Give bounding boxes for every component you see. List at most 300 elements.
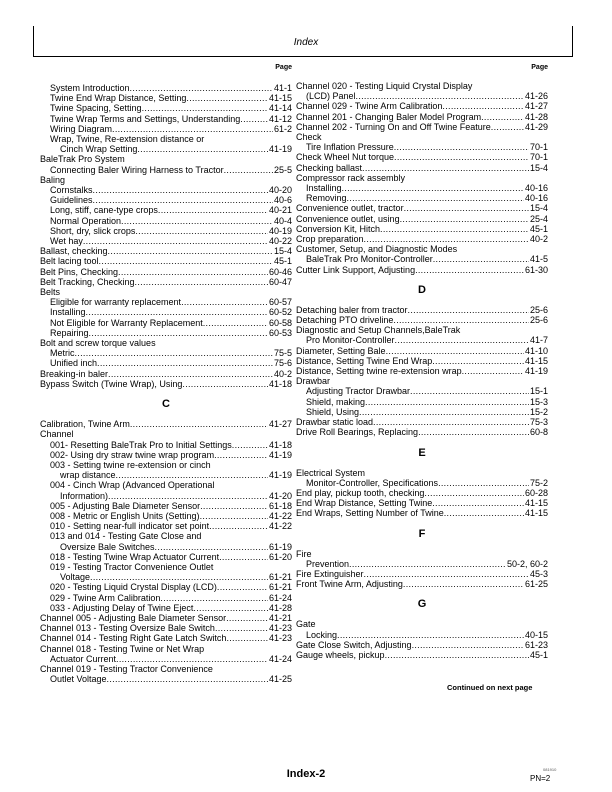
dot-leader: [424, 488, 524, 498]
dot-leader: [373, 417, 529, 427]
entry-page: 41-15: [524, 498, 548, 509]
index-entry: [40, 226, 292, 236]
entry-page: 75-6: [273, 358, 292, 369]
entry-text: Convenience outlet, tractor: [296, 203, 404, 214]
entry-text: Cinch Wrap Setting: [60, 144, 138, 155]
dot-leader: [400, 214, 529, 224]
dot-leader: [395, 335, 529, 345]
entry-page: 40-22: [268, 236, 292, 247]
entry-text: Guidelines: [50, 195, 93, 206]
entry-page: 61-21: [268, 582, 292, 593]
dot-leader: [432, 356, 524, 366]
dot-leader: [160, 593, 268, 603]
dot-leader: [380, 224, 529, 234]
index-entry: [40, 205, 292, 215]
entry-text: Unified inch: [50, 358, 98, 369]
entry-page: 41-12: [268, 113, 292, 124]
index-heading: Channel 019 - Testing Tractor Convenience: [40, 663, 213, 674]
entry-text: 018 - Testing Twine Wrap Actuator Current: [50, 551, 220, 562]
index-entry: [40, 369, 292, 379]
index-entry: [40, 521, 292, 531]
index-heading: 004 - Cinch Wrap (Advanced Operational: [50, 480, 215, 491]
entry-text: Information): [60, 490, 109, 501]
entry-text: System Introduction: [50, 83, 130, 93]
dot-leader: [97, 358, 273, 368]
index-column-left: [40, 63, 292, 684]
index-entry: [296, 427, 548, 437]
dot-leader: [359, 407, 529, 417]
dot-leader: [356, 91, 524, 101]
entry-page: 40-19: [268, 225, 292, 236]
index-entry: [296, 346, 548, 356]
index-entry: [296, 630, 548, 640]
dot-leader: [438, 478, 529, 488]
entry-text: 001- Resetting BaleTrak Pro to Initial Settings: [50, 439, 232, 450]
entry-page: 41-21: [268, 612, 292, 623]
entry-text: Repairing: [50, 327, 89, 338]
entry-page: 41-5: [529, 254, 548, 265]
dot-leader: [130, 419, 268, 429]
index-entry: [40, 256, 292, 266]
index-entry: [40, 144, 292, 154]
entry-text: Shield, making: [306, 396, 366, 407]
index-entry: [40, 124, 292, 134]
index-entry: [296, 397, 548, 407]
entry-page: 41-26: [524, 91, 548, 102]
dot-leader: [203, 318, 268, 328]
index-heading: Drawbar: [296, 376, 331, 387]
index-entry: [40, 195, 292, 205]
entry-text: Wet hay: [50, 236, 83, 247]
entry-text: Outlet Voltage: [50, 674, 107, 685]
index-heading: Channel: [40, 429, 74, 440]
entry-page: 40-6: [273, 195, 292, 206]
entry-text: Oversize Bale Switches: [60, 541, 155, 552]
entry-text: Breaking-in baler: [40, 368, 109, 379]
entry-text: End Wraps, Setting Number of Twine: [296, 508, 444, 519]
entry-page: 41-18: [268, 378, 292, 389]
index-entry: [296, 640, 548, 650]
dot-leader: [349, 559, 506, 569]
index-entry: [40, 491, 292, 501]
dot-leader: [393, 315, 529, 325]
index-entry: [40, 470, 292, 480]
dot-leader: [121, 216, 273, 226]
entry-text: Gate Close Switch, Adjusting: [296, 639, 412, 650]
dot-leader: [130, 83, 273, 93]
entry-text: Tire Inflation Pressure: [306, 142, 394, 153]
index-entry: [296, 152, 548, 162]
index-entry: [40, 572, 292, 582]
entry-text: Channel 202 - Turning On and Off Twine Feature: [296, 121, 491, 132]
index-entry: [296, 305, 548, 315]
dot-leader: [209, 521, 268, 531]
entry-page: 61-2: [273, 123, 292, 134]
entry-page: 41-23: [268, 623, 292, 634]
entry-text: Gauge wheels, pickup: [296, 649, 385, 660]
dot-leader: [342, 183, 524, 193]
entry-page: 61-30: [524, 264, 548, 275]
entry-page: 60-8: [529, 427, 548, 438]
entry-text: Channel 029 - Twine Arm Calibration: [296, 101, 443, 112]
entry-text: Actuator Current: [50, 653, 117, 664]
index-entry: [40, 511, 292, 521]
entry-text: Prevention: [306, 558, 350, 569]
dot-leader: [99, 256, 273, 266]
dot-leader: [394, 152, 529, 162]
dot-leader: [432, 498, 524, 508]
dot-leader: [158, 205, 268, 215]
entry-page: 41-10: [524, 345, 548, 356]
dot-leader: [86, 307, 268, 317]
entry-page: 45-3: [529, 568, 548, 579]
entry-text: Diameter, Setting Bale: [296, 345, 386, 356]
dot-leader: [442, 101, 524, 111]
index-entry: [296, 315, 548, 325]
entry-page: 40-16: [524, 183, 548, 194]
entry-text: Installing: [50, 307, 86, 318]
dot-leader: [408, 305, 529, 315]
entry-text: Belt Pins, Checking: [40, 266, 119, 277]
entry-text: End play, pickup tooth, checking: [296, 487, 425, 498]
entry-page: 61-25: [524, 579, 548, 590]
entry-page: 61-23: [524, 639, 548, 650]
entry-page: 45-1: [529, 223, 548, 234]
index-entry: [296, 366, 548, 376]
entry-text: Belt Tracking, Checking: [40, 276, 135, 287]
dot-leader: [112, 124, 273, 134]
entry-page: 70-1: [529, 142, 548, 153]
entry-page: 41-29: [524, 121, 548, 132]
entry-page: 41-18: [268, 439, 292, 450]
entry-text: (LCD) Panel: [306, 91, 356, 102]
dot-leader: [215, 623, 268, 633]
index-entry: [296, 650, 548, 660]
entry-page: 40-4: [273, 215, 292, 226]
dot-leader: [108, 369, 273, 379]
index-entry: [40, 674, 292, 684]
entry-text: Distance, Setting Twine End Wrap: [296, 355, 433, 366]
entry-page: 41-23: [268, 633, 292, 644]
index-entry: [40, 440, 292, 450]
index-heading: Check: [296, 132, 322, 143]
section-letter: F: [418, 527, 426, 540]
dot-leader: [394, 142, 529, 152]
entry-text: Eligible for warranty replacement: [50, 297, 182, 308]
index-heading: 003 - Setting twine re-extension or cinch: [50, 459, 211, 470]
entry-text: 002- Using dry straw twine wrap program: [50, 449, 215, 460]
footer-code: 081910: [543, 767, 557, 772]
entry-page: 41-24: [268, 653, 292, 664]
footer-pn: PN=2: [530, 774, 551, 783]
index-heading: Channel 018 - Testing Twine or Net Wrap: [40, 643, 205, 654]
entry-page: 75-5: [273, 348, 292, 359]
dot-leader: [108, 246, 273, 256]
entry-text: BaleTrak Pro Monitor-Controller: [306, 254, 433, 265]
index-heading: Fire: [296, 548, 312, 559]
entry-page: 41-22: [268, 510, 292, 521]
index-entry: [40, 358, 292, 368]
index-entry: [40, 185, 292, 195]
dot-leader: [226, 613, 268, 623]
entry-text: Twine Wrap Terms and Settings, Understanding: [50, 113, 241, 124]
index-entry: [296, 224, 548, 234]
entry-page: 61-21: [268, 572, 292, 583]
entry-page: 41-15: [524, 355, 548, 366]
entry-page: 40-15: [524, 629, 548, 640]
index-heading: Wrap, Twine, Re-extension distance or: [50, 134, 205, 145]
entry-page: 50-2, 60-2: [506, 558, 548, 569]
index-heading: 013 and 014 - Testing Gate Close and: [50, 531, 202, 542]
section-letter: G: [417, 598, 427, 611]
index-heading: BaleTrak Pro System: [40, 154, 125, 165]
column-page-header: Page: [275, 64, 292, 71]
entry-page: 61-19: [268, 541, 292, 552]
dot-leader: [193, 603, 268, 613]
entry-page: 41-19: [524, 366, 548, 377]
index-entry: [296, 203, 548, 213]
entry-text: Adjusting Tractor Drawbar: [306, 386, 411, 397]
section-letter: E: [418, 446, 426, 459]
entry-page: 41-27: [268, 419, 292, 430]
index-heading: 019 - Testing Tractor Convenience Outlet: [50, 561, 214, 572]
entry-page: 25-6: [529, 304, 548, 315]
dot-leader: [386, 346, 524, 356]
index-entry: [40, 582, 292, 592]
entry-page: 40-2: [273, 368, 292, 379]
entry-text: Long, stiff, cane-type crops: [50, 205, 158, 216]
entry-text: Channel 201 - Changing Baler Model Program: [296, 111, 482, 122]
entry-text: Channel 013 - Testing Oversize Bale Switch: [40, 623, 215, 634]
entry-text: 033 - Adjusting Delay of Twine Eject: [50, 602, 194, 613]
dot-leader: [444, 508, 524, 518]
index-entry: [296, 559, 548, 569]
entry-page: 41-15: [268, 93, 292, 104]
index-entry: [296, 91, 548, 101]
index-heading: Compressor rack assembly: [296, 172, 406, 183]
entry-text: Connecting Baler Wiring Harness to Tractor: [50, 164, 224, 175]
index-entry: [296, 407, 548, 417]
index-entry: [40, 277, 292, 287]
dot-leader: [182, 379, 268, 389]
entry-text: Fire Extinguisher: [296, 568, 364, 579]
index-entry: [40, 450, 292, 460]
dot-leader: [142, 103, 268, 113]
entry-page: 25-5: [273, 164, 292, 175]
entry-page: 40-20: [268, 185, 292, 196]
index-heading: Gate: [296, 619, 316, 630]
dot-leader: [214, 450, 268, 460]
header-rule: [33, 56, 573, 57]
entry-text: Bypass Switch (Twine Wrap), Using: [40, 378, 183, 389]
dot-leader: [155, 542, 268, 552]
dot-leader: [135, 277, 268, 287]
entry-page: 60-28: [524, 487, 548, 498]
entry-text: End Wrap Distance, Setting Twine: [296, 498, 433, 509]
entry-text: Voltage: [60, 572, 91, 583]
entry-page: 41-15: [524, 508, 548, 519]
entry-text: wrap distance: [60, 470, 116, 481]
entry-text: Crop preparation: [296, 234, 364, 245]
index-entry: [40, 267, 292, 277]
index-entry: [296, 335, 548, 345]
dot-leader: [362, 163, 529, 173]
index-entry: [40, 623, 292, 633]
dot-leader: [462, 366, 524, 376]
entry-page: 15-3: [529, 396, 548, 407]
entry-text: 008 - Metric or English Units (Setting): [50, 510, 200, 521]
dot-leader: [412, 640, 524, 650]
index-entry: [40, 542, 292, 552]
index-entry: [296, 112, 548, 122]
index-entry: [40, 307, 292, 317]
entry-page: 60-46: [268, 266, 292, 277]
dot-leader: [118, 267, 268, 277]
index-entry: [296, 498, 548, 508]
index-entry: [40, 103, 292, 113]
entry-text: Detaching baler from tractor: [296, 304, 408, 315]
dot-leader: [107, 674, 268, 684]
dot-leader: [404, 203, 529, 213]
index-column-right: [296, 63, 548, 660]
dot-leader: [200, 501, 268, 511]
dot-leader: [116, 470, 268, 480]
index-entry: [40, 328, 292, 338]
dot-leader: [481, 112, 524, 122]
index-entry: [40, 419, 292, 429]
entry-text: Shield, Using: [306, 406, 360, 417]
index-entry: [296, 508, 548, 518]
entry-text: Installing: [306, 183, 342, 194]
entry-page: 41-27: [524, 101, 548, 112]
entry-page: 61-20: [268, 551, 292, 562]
index-entry: [40, 593, 292, 603]
entry-page: 61-24: [268, 592, 292, 603]
entry-page: 41-19: [268, 144, 292, 155]
entry-page: 41-25: [268, 674, 292, 685]
entry-text: Conversion Kit, Hitch: [296, 223, 381, 234]
index-entry: [40, 348, 292, 358]
dot-leader: [415, 265, 524, 275]
entry-page: 40-16: [524, 193, 548, 204]
entry-page: 25-4: [529, 213, 548, 224]
entry-text: Channel 014 - Testing Right Gate Latch Switch: [40, 633, 227, 644]
index-entry: [40, 552, 292, 562]
entry-page: 45-1: [273, 256, 292, 267]
section-letter: C: [162, 398, 170, 411]
index-entry: [40, 613, 292, 623]
dot-leader: [433, 254, 529, 264]
entry-page: 60-53: [268, 327, 292, 338]
dot-leader: [108, 491, 268, 501]
index-entry: [40, 246, 292, 256]
entry-page: 41-28: [524, 111, 548, 122]
dot-leader: [491, 122, 524, 132]
index-heading: Bolt and screw torque values: [40, 338, 156, 349]
index-entry: [296, 356, 548, 366]
dot-leader: [137, 144, 268, 154]
dot-leader: [89, 328, 268, 338]
entry-text: Distance, Setting twine re-extension wrap: [296, 366, 462, 377]
entry-text: Drive Roll Bearings, Replacing: [296, 427, 419, 438]
entry-text: 029 - Twine Arm Calibration: [50, 592, 161, 603]
entry-text: Normal Operation: [50, 215, 122, 226]
dot-leader: [90, 572, 268, 582]
dot-leader: [403, 579, 524, 589]
entry-page: 41-20: [268, 490, 292, 501]
page-number-label: Index-2: [286, 768, 326, 780]
entry-page: 25-6: [529, 315, 548, 326]
entry-page: 40-21: [268, 205, 292, 216]
index-entry: [296, 101, 548, 111]
entry-page: 15-4: [529, 203, 548, 214]
index-entry: [296, 254, 548, 264]
page-title: Index: [293, 37, 319, 48]
index-heading: Diagnostic and Setup Channels,BaleTrak: [296, 325, 461, 336]
entry-page: 70-1: [529, 152, 548, 163]
entry-page: 15-4: [273, 246, 292, 257]
entry-text: Twine End Wrap Distance, Setting: [50, 93, 187, 104]
entry-page: 41-22: [268, 521, 292, 532]
index-entry: [40, 633, 292, 643]
dot-leader: [364, 569, 529, 579]
dot-leader: [75, 348, 273, 358]
dot-leader: [135, 226, 268, 236]
index-entry: [296, 163, 548, 173]
dot-leader: [219, 552, 268, 562]
dot-leader: [200, 511, 268, 521]
index-entry: [296, 569, 548, 579]
dot-leader: [224, 165, 273, 175]
entry-page: 75-3: [529, 417, 548, 428]
entry-page: 45-1: [529, 649, 548, 660]
index-entry: [40, 318, 292, 328]
index-entry: [40, 83, 292, 93]
entry-page: 41-7: [529, 335, 548, 346]
entry-text: Cornstalks: [50, 185, 93, 196]
index-entry: [296, 579, 548, 589]
entry-text: Belt lacing tool: [40, 256, 99, 267]
entry-text: Checking ballast: [296, 162, 363, 173]
index-entry: [296, 234, 548, 244]
dot-leader: [186, 93, 268, 103]
index-entry: [40, 501, 292, 511]
index-entry: [40, 379, 292, 389]
index-entry: [40, 236, 292, 246]
entry-text: Not Eligible for Warranty Replacement: [50, 317, 203, 328]
dot-leader: [217, 582, 268, 592]
index-entry: [296, 488, 548, 498]
entry-text: Ballast, checking: [40, 246, 108, 257]
entry-page: 61-18: [268, 500, 292, 511]
entry-text: Drawbar static load: [296, 417, 374, 428]
dot-leader: [83, 236, 268, 246]
dot-leader: [365, 397, 529, 407]
dot-leader: [226, 633, 268, 643]
index-entry: [296, 122, 548, 132]
dot-leader: [385, 650, 529, 660]
entry-text: Calibration, Twine Arm: [40, 419, 130, 430]
index-heading: Channel 020 - Testing Liquid Crystal Display: [296, 81, 473, 91]
index-entry: [40, 603, 292, 613]
entry-page: 75-2: [529, 477, 548, 488]
entry-text: Locking: [306, 629, 338, 640]
entry-text: Twine Spacing, Setting: [50, 103, 142, 114]
entry-text: 020 - Testing Liquid Crystal Display (LCD): [50, 582, 217, 593]
entry-page: 41-28: [268, 602, 292, 613]
entry-page: 41-19: [268, 449, 292, 460]
index-entry: [296, 386, 548, 396]
